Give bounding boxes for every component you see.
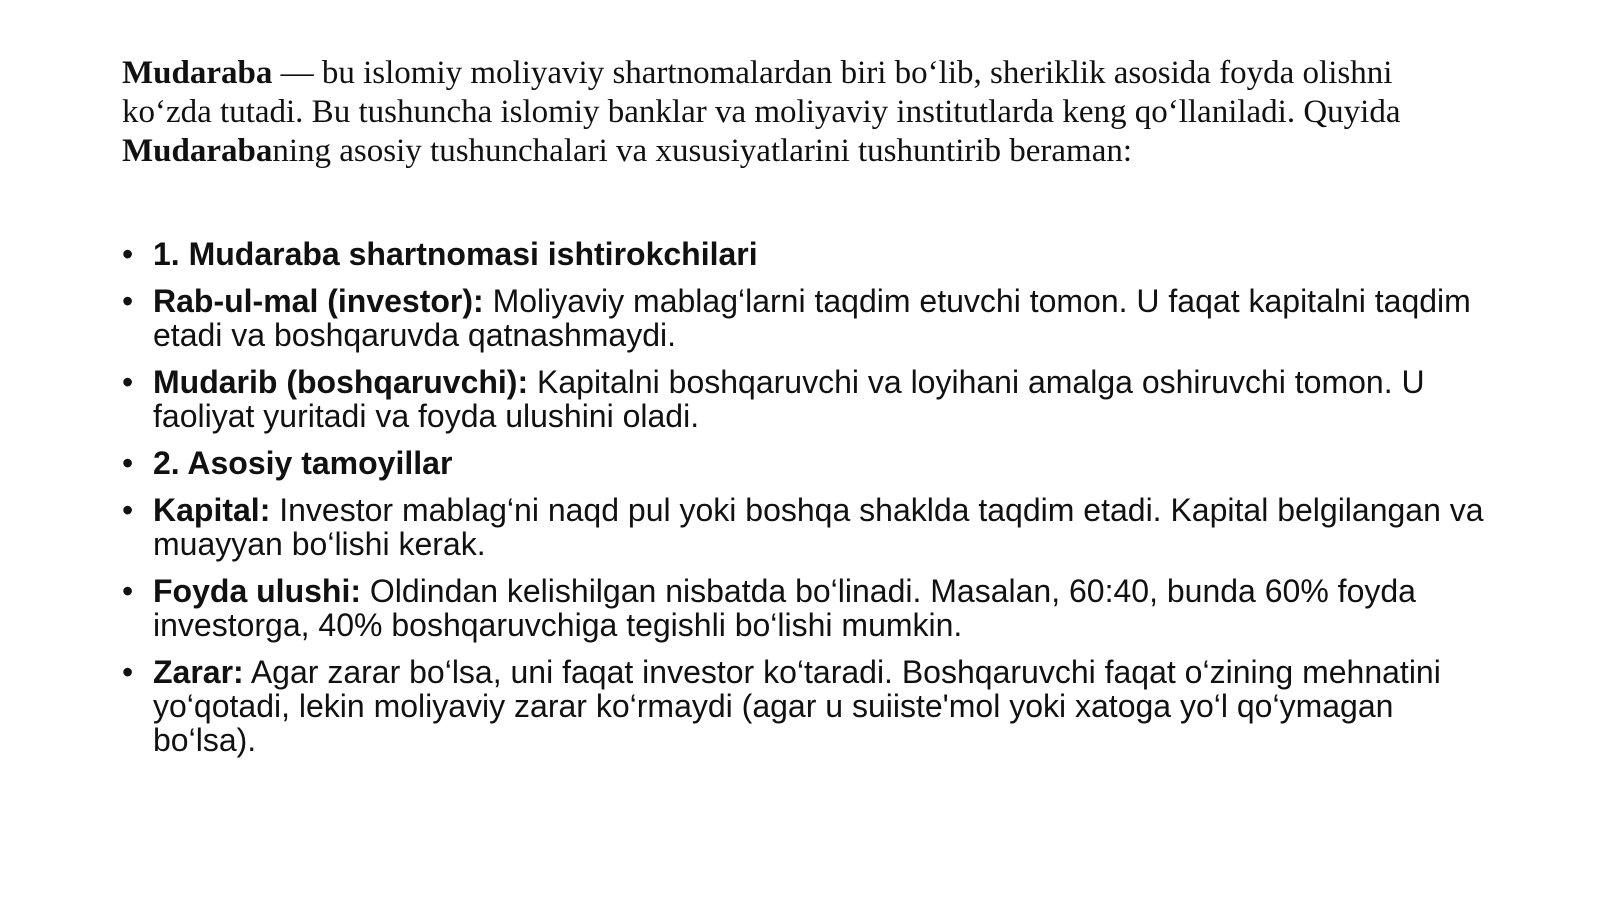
list-item — [122, 284, 1492, 352]
list-item — [122, 655, 1492, 757]
bullet-list — [122, 237, 1492, 770]
list-item — [122, 365, 1492, 433]
item-text: Kapitalni boshqaruvchi va loyihani amalga oshiruvchi tomon. U faoliyat yuritadi va foyda ulushini oladi. — [153, 364, 1425, 434]
item-label: 2. Asosiy tamoyillar — [153, 445, 453, 481]
item-text: Oldindan kelishilgan nisbatda bo‘linadi. Masalan, 60:40, bunda 60% foyda investorga, 40% boshqaruvchiga tegishli bo‘lishi mumkin. — [153, 573, 1416, 643]
item-text: Investor mablag‘ni naqd pul yoki boshqa shaklda taqdim etadi. Kapital belgilangan va muayyan bo‘lishi kerak. — [153, 492, 1484, 562]
item-label: Mudarib (boshqaruvchi): — [153, 364, 529, 400]
intro-term: Mudaraba — [122, 55, 273, 91]
bullet-icon: • — [122, 445, 134, 481]
intro-text-1: — bu islomiy moliyaviy shartnomalardan biri bo‘lib, sheriklik asosida foyda olishni ko‘zda tutadi. Bu tushuncha islomiy banklar va moliyaviy institutlarda keng qo‘llaniladi. Quyida — [122, 55, 1401, 130]
item-label: Kapital: — [153, 492, 271, 528]
list-item — [122, 237, 1492, 271]
bullet-icon: • — [122, 492, 134, 528]
item-text: Moliyaviy mablag‘larni taqdim etuvchi tomon. U faqat kapitalni taqdim etadi va boshqaruvda qatnashmaydi. — [153, 283, 1471, 353]
list-item — [122, 493, 1492, 561]
item-text: Agar zarar bo‘lsa, uni faqat investor ko‘taradi. Boshqaruvchi faqat o‘zining mehnatini yo‘qotadi, lekin moliyaviy zarar ko‘rmaydi (agar u suiiste'mol yoki xatoga yo‘l qo‘ymagan bo‘lsa). — [153, 654, 1441, 758]
bullet-icon: • — [122, 236, 134, 272]
bullet-icon: • — [122, 283, 134, 319]
bullet-icon: • — [122, 573, 134, 609]
bullet-icon: • — [122, 364, 134, 400]
intro-text-2: ning asosiy tushunchalari va xususiyatlarini tushuntirib beraman: — [272, 133, 1133, 169]
item-label: Rab-ul-mal (investor): — [153, 283, 484, 319]
bullet-icon: • — [122, 654, 134, 690]
item-label: Foyda ulushi: — [153, 573, 361, 609]
list-item — [122, 446, 1492, 480]
intro-term-2: Mudaraba — [122, 133, 273, 169]
item-label: 1. Mudaraba shartnomasi ishtirokchilari — [153, 236, 758, 272]
item-label: Zarar: — [153, 654, 244, 690]
list-item — [122, 574, 1492, 642]
intro-paragraph — [122, 54, 1462, 171]
